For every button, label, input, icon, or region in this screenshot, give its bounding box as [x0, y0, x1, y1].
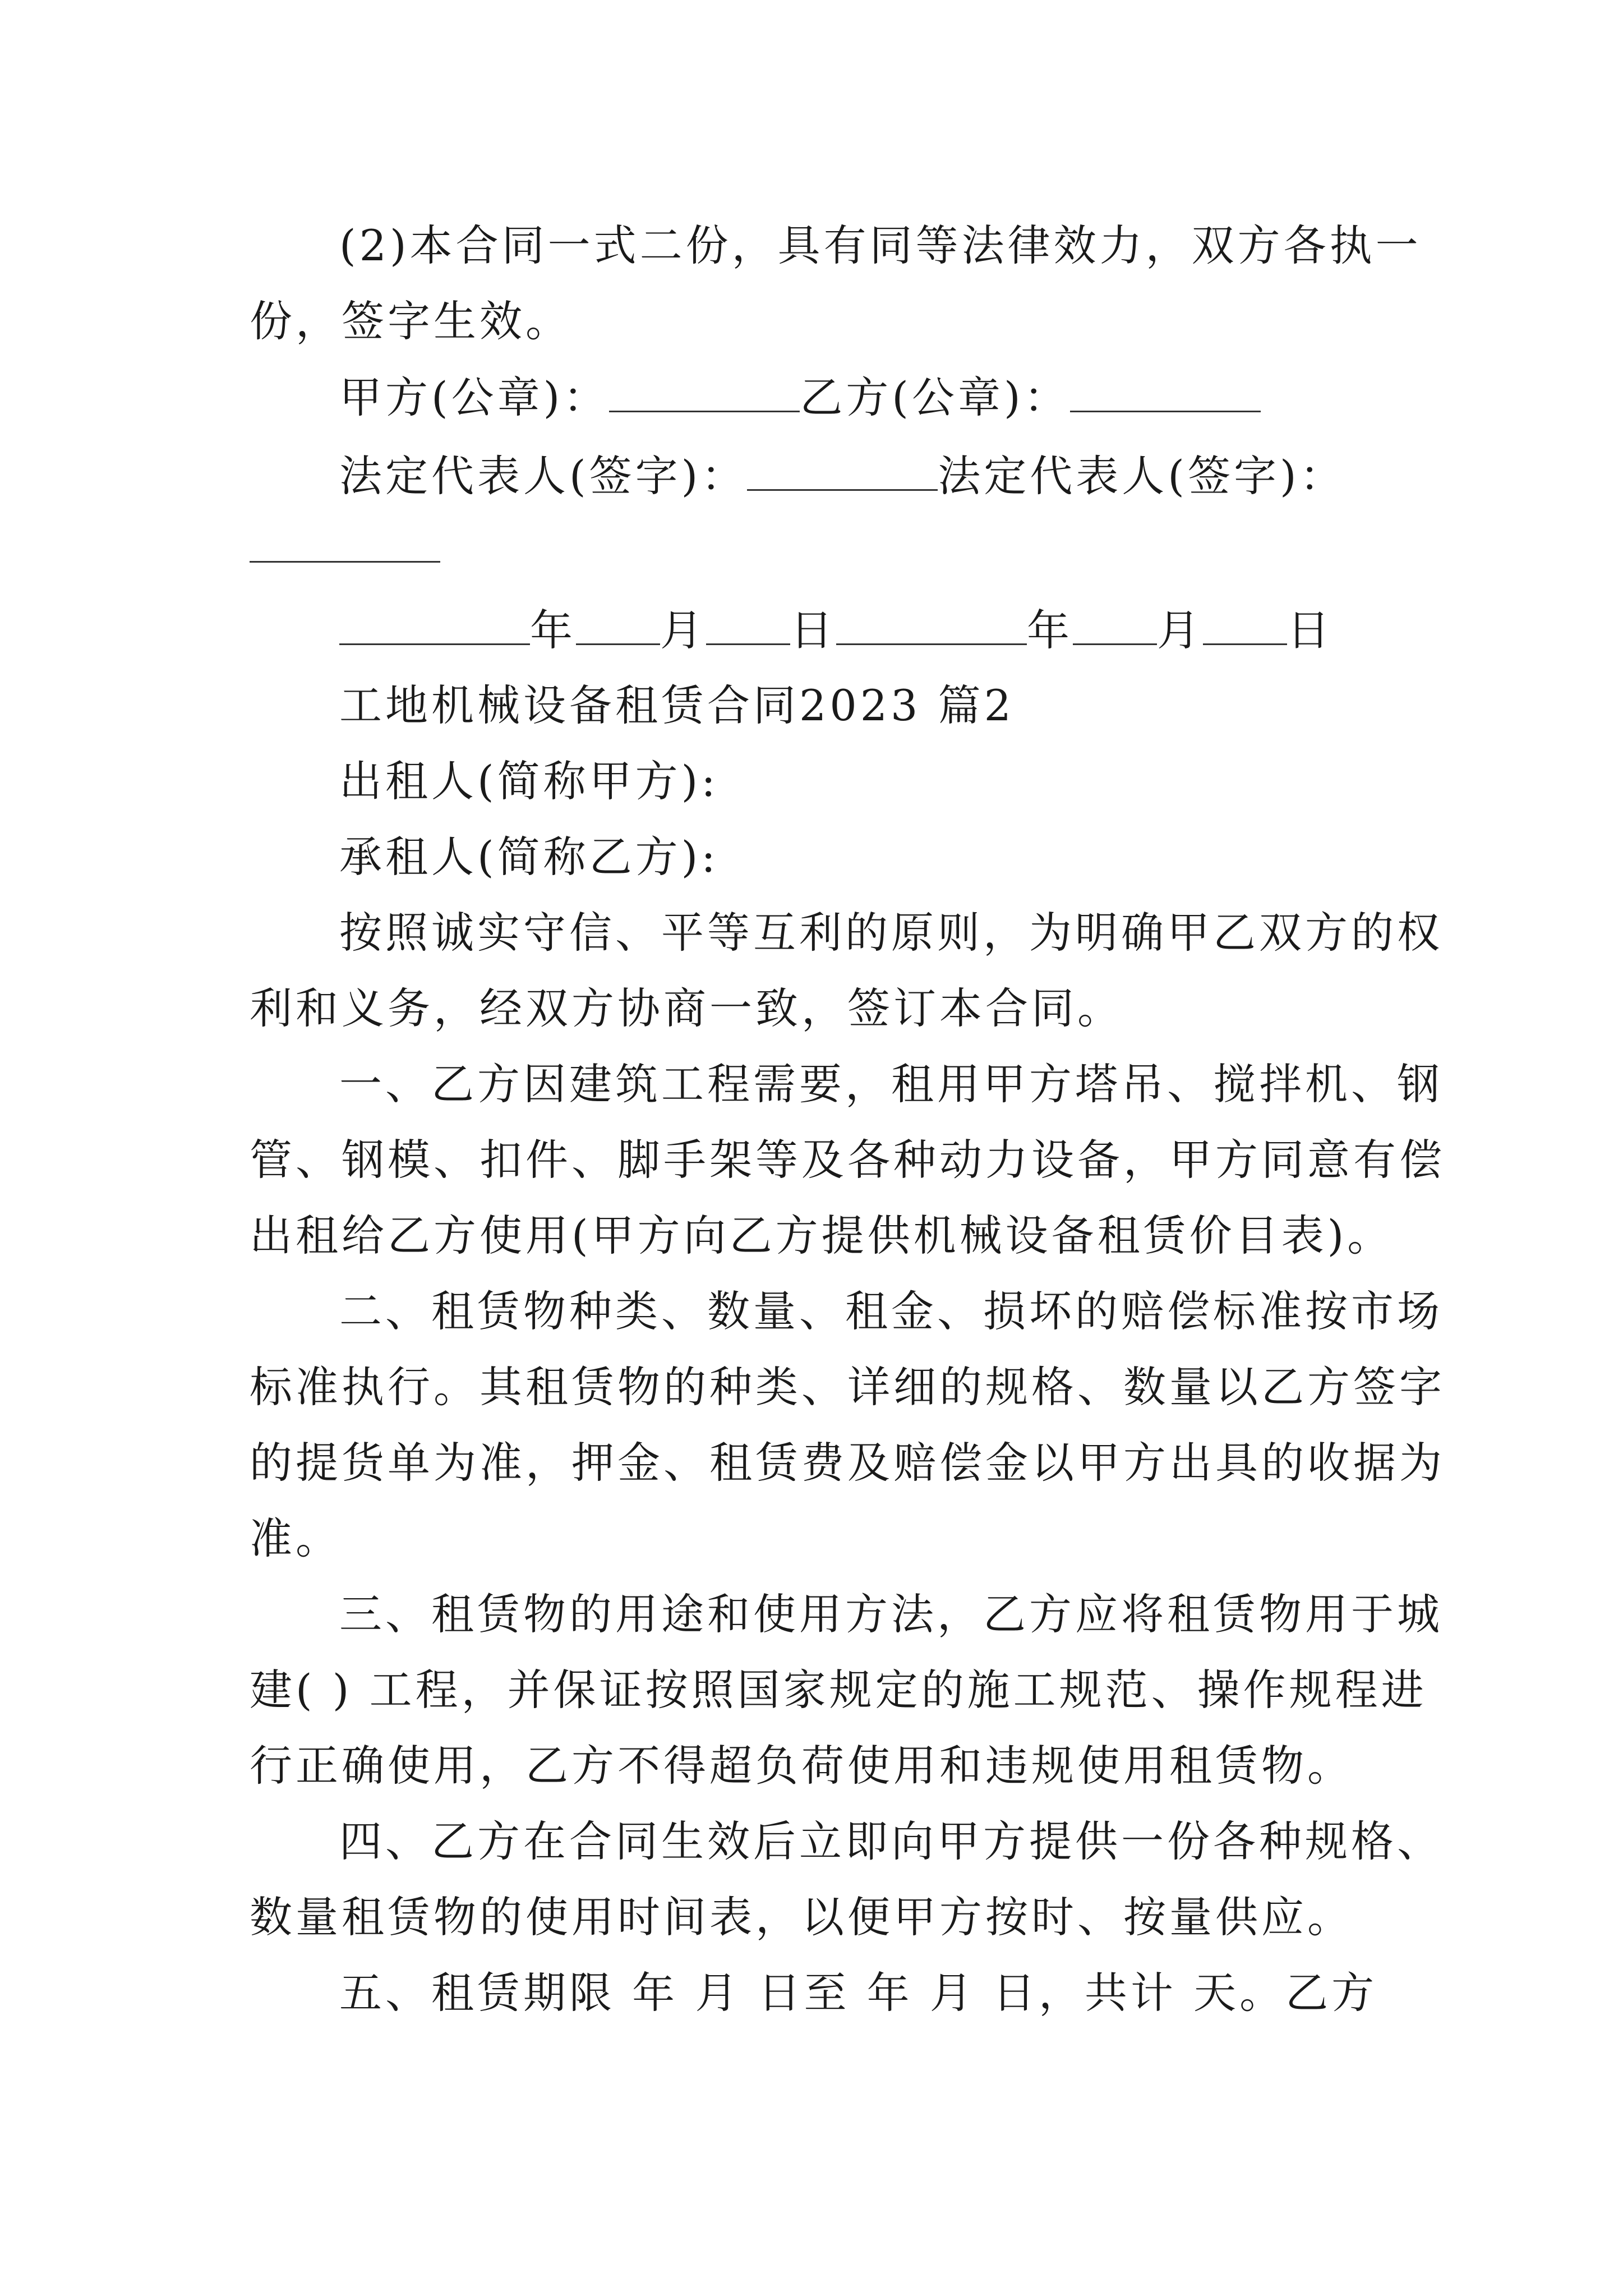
paragraph-line: 二、租赁物种类、数量、租金、损坏的赔偿标准按市场 [339, 1286, 1443, 1336]
paragraph-line: 准。 [250, 1513, 342, 1563]
rep-b-blank [250, 561, 440, 563]
paragraph-line: 的提货单为准，押金、租赁费及赔偿金以甲方出具的收据为 [250, 1438, 1445, 1488]
day-a-label: 日 [790, 605, 836, 655]
paragraph-line: 按照诚实守信、平等互利的原则，为明确甲乙双方的权 [339, 908, 1443, 958]
party-b-seal-blank [1070, 376, 1261, 412]
rep-b-label: 法定代表人(签字)： [938, 451, 1346, 501]
rep-a-blank [747, 454, 938, 491]
party-a-seal-row [339, 372, 1261, 422]
paragraph-line: 四、乙方在合同生效后立即向甲方提供一份各种规格、 [339, 1816, 1443, 1866]
month-a-label: 月 [660, 605, 706, 655]
paragraph-line: 利和义务，经双方协商一致，签订本合同。 [250, 983, 1123, 1033]
section-heading: 工地机械设备租赁合同2023 篇2 [339, 680, 1015, 730]
lessor-line: 出租人(简称甲方): [339, 756, 719, 806]
year-b-label: 年 [1027, 605, 1073, 655]
month-b-blank [1073, 609, 1157, 645]
day-b-label: 日 [1287, 605, 1333, 655]
clause-2-line-2: 份，签字生效。 [250, 296, 571, 346]
year-b-blank [836, 609, 1027, 645]
paragraph-line: 五、租赁期限 年 月 日至 年 月 日，共计 天。乙方 [339, 1968, 1378, 2018]
paragraph-line: 三、租赁物的用途和使用方法，乙方应将租赁物用于城 [339, 1589, 1443, 1639]
paragraph-line: 出租给乙方使用(甲方向乙方提供机械设备租赁价目表)。 [250, 1211, 1394, 1260]
rep-a-label: 法定代表人(签字)： [339, 451, 748, 501]
clause-2-line-1: (2)本合同一式二份，具有同等法律效力，双方各执一 [339, 220, 1422, 270]
year-a-label: 年 [530, 605, 576, 655]
paragraph-line: 行正确使用，乙方不得超负荷使用和违规使用租赁物。 [250, 1741, 1353, 1791]
paragraph-line: 管、钢模、扣件、脚手架等及各种动力设备，甲方同意有偿 [250, 1135, 1445, 1185]
party-a-seal-label: 甲方(公章)： [339, 372, 610, 422]
party-a-seal-blank [609, 376, 800, 412]
representative-row [339, 451, 1346, 501]
date-row [339, 605, 1333, 655]
day-a-blank [706, 609, 790, 645]
party-b-seal-label: 乙方(公章)： [800, 372, 1070, 422]
paragraph-line: 数量租赁物的使用时间表，以便甲方按时、按量供应。 [250, 1892, 1353, 1942]
month-b-label: 月 [1157, 605, 1203, 655]
year-a-blank [339, 609, 530, 645]
paragraph-line: 建( ) 工程，并保证按照国家规定的施工规范、操作规程进 [250, 1665, 1427, 1715]
paragraph-line: 标准执行。其租赁物的种类、详细的规格、数量以乙方签字 [250, 1362, 1445, 1412]
day-b-blank [1203, 609, 1287, 645]
lessee-line: 承租人(简称乙方): [339, 832, 719, 882]
paragraph-line: 一、乙方因建筑工程需要，租用甲方塔吊、搅拌机、钢 [339, 1059, 1443, 1109]
month-a-blank [576, 609, 660, 645]
